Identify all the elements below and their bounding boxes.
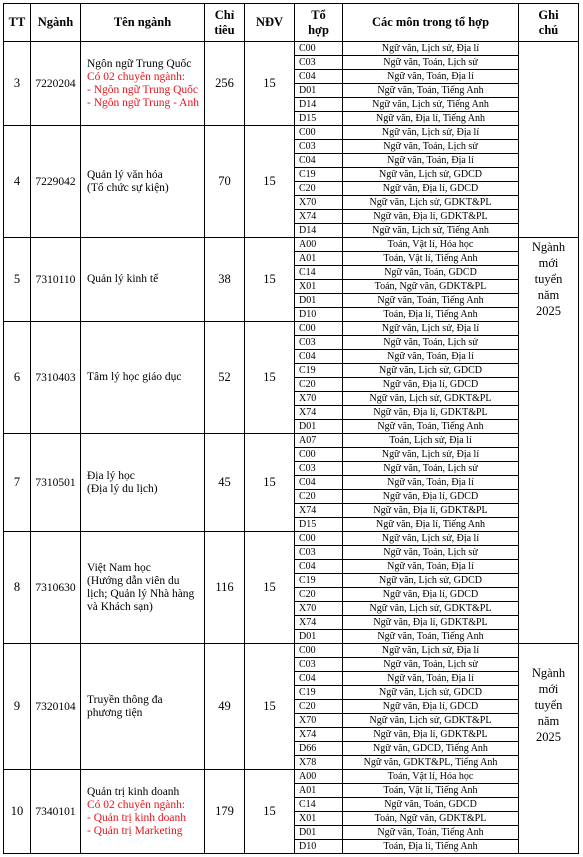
combo-code: C00 [295, 322, 343, 336]
table-row [4, 238, 579, 252]
major-name-line: phương tiện [87, 706, 143, 719]
combo-code: D14 [295, 224, 343, 238]
note-line: Ngành [531, 666, 566, 681]
combo-subjects: Toán, Vật lí, Hóa học [343, 770, 519, 784]
combo-subjects: Ngữ văn, Lịch sử, GDKT&PL [343, 392, 519, 406]
note-line: 2025 [536, 730, 561, 745]
major-code: 7310403 [31, 322, 81, 434]
combo-code: C04 [295, 672, 343, 686]
quota-value: 70 [205, 126, 245, 238]
major-name [81, 770, 205, 854]
major-index: 9 [4, 644, 31, 770]
note-text [519, 665, 578, 745]
combo-subjects: Ngữ văn, Lịch sử, Địa lí [343, 448, 519, 462]
header-ndv: NĐV [245, 4, 295, 42]
combo-code: C20 [295, 700, 343, 714]
combo-subjects: Ngữ văn, Lịch sử, GDKT&PL [343, 714, 519, 728]
combo-code: C04 [295, 560, 343, 574]
major-name [81, 434, 205, 532]
combo-subjects: Ngữ văn, Địa lí, GDKT&PL [343, 210, 519, 224]
major-name-line: và Khách sạn) [87, 600, 153, 613]
header-cac-mon: Các môn trong tổ hợp [343, 4, 519, 42]
header-ghi-chu: Ghi chú [519, 4, 579, 42]
combo-code: A00 [295, 770, 343, 784]
combo-subjects: Ngữ văn, Địa lí, GDCD [343, 588, 519, 602]
major-name-line: Việt Nam học [87, 561, 151, 574]
major-name-line: lịch; Quản lý Nhà hàng [87, 587, 195, 600]
combo-code: C20 [295, 182, 343, 196]
admissions-table [3, 3, 579, 854]
combo-subjects: Ngữ văn, Địa lí, GDKT&PL [343, 504, 519, 518]
combo-code: X74 [295, 406, 343, 420]
header-tt: TT [4, 4, 31, 42]
combo-code: X70 [295, 196, 343, 210]
note-line: Ngành [531, 239, 566, 254]
combo-subjects: Ngữ văn, Lịch sử, GDKT&PL [343, 196, 519, 210]
ndv-value: 15 [245, 42, 295, 126]
header-ten-nganh: Tên ngành [81, 4, 205, 42]
combo-subjects: Toán, Vật lí, Hóa học [343, 238, 519, 252]
combo-code: C00 [295, 644, 343, 658]
combo-code: X74 [295, 728, 343, 742]
combo-subjects: Ngữ văn, Địa lí, GDCD [343, 490, 519, 504]
combo-subjects: Toán, Lịch sử, Địa lí [343, 434, 519, 448]
combo-code: C00 [295, 42, 343, 56]
header-to-hop: Tổ hợp [295, 4, 343, 42]
combo-code: A01 [295, 784, 343, 798]
combo-subjects: Ngữ văn, Toán, Lịch sử [343, 546, 519, 560]
major-name-line: (Tổ chức sự kiện) [87, 181, 169, 194]
combo-subjects: Ngữ văn, Lịch sử, GDCD [343, 168, 519, 182]
combo-code: C00 [295, 532, 343, 546]
combo-subjects: Ngữ văn, Địa lí, GDKT&PL [343, 728, 519, 742]
combo-code: C04 [295, 350, 343, 364]
major-name-line: Có 02 chuyên ngành: [87, 70, 186, 83]
note-cell [519, 238, 579, 644]
quota-value: 116 [205, 532, 245, 644]
table-row [4, 770, 579, 784]
combo-code: D01 [295, 826, 343, 840]
document-page [3, 3, 579, 854]
combo-subjects: Ngữ văn, Lịch sử, Tiếng Anh [343, 224, 519, 238]
combo-code: X74 [295, 210, 343, 224]
combo-code: X78 [295, 756, 343, 770]
combo-subjects: Ngữ văn, Toán, Tiếng Anh [343, 630, 519, 644]
table-row [4, 322, 579, 336]
combo-code: X70 [295, 714, 343, 728]
ndv-value: 15 [245, 126, 295, 238]
table-row [4, 644, 579, 658]
combo-subjects: Ngữ văn, Địa lí, GDKT&PL [343, 406, 519, 420]
combo-subjects: Ngữ văn, Toán, Lịch sử [343, 658, 519, 672]
combo-code: X74 [295, 616, 343, 630]
combo-code: D66 [295, 742, 343, 756]
combo-code: C20 [295, 588, 343, 602]
combo-subjects: Ngữ văn, Toán, Lịch sử [343, 56, 519, 70]
combo-code: C03 [295, 140, 343, 154]
quota-value: 179 [205, 770, 245, 854]
major-name [81, 644, 205, 770]
combo-subjects: Ngữ văn, Lịch sử, GDKT&PL [343, 602, 519, 616]
combo-code: X70 [295, 392, 343, 406]
combo-subjects: Ngữ văn, Toán, Tiếng Anh [343, 84, 519, 98]
major-name-line: Tâm lý học giáo dục [87, 371, 182, 383]
combo-subjects: Ngữ văn, Địa lí, Tiếng Anh [343, 518, 519, 532]
combo-code: D10 [295, 840, 343, 854]
combo-code: D01 [295, 294, 343, 308]
combo-subjects: Ngữ văn, Địa lí, GDCD [343, 700, 519, 714]
combo-subjects: Toán, Vật lí, Tiếng Anh [343, 784, 519, 798]
combo-code: D01 [295, 630, 343, 644]
combo-code: C19 [295, 686, 343, 700]
combo-subjects: Toán, Địa lí, Tiếng Anh [343, 840, 519, 854]
combo-code: D01 [295, 420, 343, 434]
major-name-line: - Quản trị Marketing [87, 824, 183, 837]
combo-subjects: Ngữ văn, Lịch sử, Tiếng Anh [343, 98, 519, 112]
combo-code: C19 [295, 364, 343, 378]
combo-subjects: Ngữ văn, Toán, Lịch sử [343, 140, 519, 154]
major-name-line: Quản lý kinh tế [87, 273, 159, 285]
combo-code: C19 [295, 168, 343, 182]
quota-value: 38 [205, 238, 245, 322]
combo-subjects: Ngữ văn, Lịch sử, GDCD [343, 574, 519, 588]
major-name-line: Truyền thông đa [87, 693, 163, 706]
combo-subjects: Ngữ văn, Toán, Địa lí [343, 476, 519, 490]
combo-code: C00 [295, 448, 343, 462]
combo-subjects: Ngữ văn, GDCD, Tiếng Anh [343, 742, 519, 756]
combo-subjects: Ngữ văn, Toán, Địa lí [343, 70, 519, 84]
combo-code: C03 [295, 56, 343, 70]
header-nganh: Ngành [31, 4, 81, 42]
combo-code: C04 [295, 70, 343, 84]
header-chi-tieu: Chỉ tiêu [205, 4, 245, 42]
ndv-value: 15 [245, 434, 295, 532]
major-name [81, 126, 205, 238]
major-name-line: Quản lý văn hóa [87, 168, 163, 181]
note-line: tuyển [534, 271, 563, 286]
major-name-line: Địa lý học [87, 469, 135, 482]
note-cell [519, 42, 579, 238]
note-cell [519, 644, 579, 854]
combo-subjects: Ngữ văn, Địa lí, GDKT&PL [343, 616, 519, 630]
combo-subjects: Ngữ văn, Toán, Địa lí [343, 672, 519, 686]
combo-code: X70 [295, 602, 343, 616]
combo-subjects: Ngữ văn, Toán, GDCD [343, 798, 519, 812]
major-name-line: Ngôn ngữ Trung Quốc [87, 57, 192, 70]
major-index: 4 [4, 126, 31, 238]
combo-subjects: Toán, Vật lí, Tiếng Anh [343, 252, 519, 266]
combo-subjects: Ngữ văn, Toán, GDCD [343, 266, 519, 280]
major-code: 7340101 [31, 770, 81, 854]
major-index: 5 [4, 238, 31, 322]
ndv-value: 15 [245, 644, 295, 770]
combo-subjects: Ngữ văn, Lịch sử, GDCD [343, 364, 519, 378]
combo-code: X74 [295, 504, 343, 518]
major-index: 8 [4, 532, 31, 644]
ndv-value: 15 [245, 770, 295, 854]
note-line: 2025 [536, 303, 561, 318]
combo-subjects: Toán, Địa lí, Tiếng Anh [343, 308, 519, 322]
combo-subjects: Ngữ văn, Lịch sử, Địa lí [343, 126, 519, 140]
combo-code: C14 [295, 266, 343, 280]
note-line: mới [538, 255, 559, 270]
quota-value: 52 [205, 322, 245, 434]
combo-subjects: Toán, Ngữ văn, GDKT&PL [343, 280, 519, 294]
combo-subjects: Ngữ văn, Địa lí, GDCD [343, 378, 519, 392]
major-index: 6 [4, 322, 31, 434]
combo-code: D01 [295, 84, 343, 98]
major-name [81, 322, 205, 434]
combo-subjects: Ngữ văn, Toán, Tiếng Anh [343, 420, 519, 434]
combo-subjects: Ngữ văn, Lịch sử, GDCD [343, 686, 519, 700]
combo-code: C20 [295, 490, 343, 504]
combo-code: A01 [295, 252, 343, 266]
combo-code: C03 [295, 336, 343, 350]
combo-subjects: Ngữ văn, Toán, Tiếng Anh [343, 294, 519, 308]
combo-code: C04 [295, 476, 343, 490]
major-name-line: Có 02 chuyên ngành: [87, 798, 186, 811]
combo-code: C00 [295, 126, 343, 140]
major-index: 10 [4, 770, 31, 854]
major-name-line: - Quản trị kinh doanh [87, 811, 187, 824]
combo-subjects: Ngữ văn, GDKT&PL, Tiếng Anh [343, 756, 519, 770]
quota-value: 49 [205, 644, 245, 770]
combo-code: C04 [295, 154, 343, 168]
ndv-value: 15 [245, 322, 295, 434]
note-line: mới [538, 682, 559, 697]
combo-code: D15 [295, 518, 343, 532]
combo-subjects: Ngữ văn, Lịch sử, Địa lí [343, 42, 519, 56]
combo-code: C03 [295, 658, 343, 672]
combo-subjects: Ngữ văn, Lịch sử, Địa lí [343, 322, 519, 336]
combo-subjects: Ngữ văn, Địa lí, Tiếng Anh [343, 112, 519, 126]
major-name [81, 532, 205, 644]
major-code: 7310110 [31, 238, 81, 322]
combo-subjects: Ngữ văn, Lịch sử, Địa lí [343, 532, 519, 546]
major-name-line: - Ngôn ngữ Trung - Anh [87, 96, 199, 109]
combo-subjects: Ngữ văn, Toán, Địa lí [343, 560, 519, 574]
note-text [519, 239, 578, 319]
combo-subjects: Ngữ văn, Lịch sử, Địa lí [343, 644, 519, 658]
major-name [81, 42, 205, 126]
combo-subjects: Ngữ văn, Toán, Địa lí [343, 350, 519, 364]
note-line: năm [537, 714, 560, 729]
combo-subjects: Ngữ văn, Toán, Tiếng Anh [343, 826, 519, 840]
quota-value: 45 [205, 434, 245, 532]
combo-code: A07 [295, 434, 343, 448]
table-row [4, 126, 579, 140]
combo-code: C20 [295, 378, 343, 392]
major-code: 7229042 [31, 126, 81, 238]
combo-code: D10 [295, 308, 343, 322]
major-name-line: Quản trị kinh doanh [87, 785, 180, 798]
note-line: tuyển [534, 698, 563, 713]
combo-subjects: Ngữ văn, Địa lí, GDCD [343, 182, 519, 196]
table-row [4, 434, 579, 448]
major-code: 7310501 [31, 434, 81, 532]
combo-code: C19 [295, 574, 343, 588]
ndv-value: 15 [245, 532, 295, 644]
combo-code: X01 [295, 812, 343, 826]
major-index: 7 [4, 434, 31, 532]
combo-subjects: Ngữ văn, Toán, Địa lí [343, 154, 519, 168]
major-code: 7220204 [31, 42, 81, 126]
combo-code: X01 [295, 280, 343, 294]
major-name [81, 238, 205, 322]
combo-code: D15 [295, 112, 343, 126]
combo-code: C14 [295, 798, 343, 812]
ndv-value: 15 [245, 238, 295, 322]
major-name-line: (Địa lý du lịch) [87, 482, 158, 495]
major-code: 7320104 [31, 644, 81, 770]
quota-value: 256 [205, 42, 245, 126]
header-row [4, 4, 579, 42]
combo-code: C03 [295, 546, 343, 560]
combo-subjects: Ngữ văn, Toán, Lịch sử [343, 336, 519, 350]
combo-subjects: Ngữ văn, Toán, Lịch sử [343, 462, 519, 476]
note-line: năm [537, 287, 560, 302]
table-row [4, 42, 579, 56]
table-row [4, 532, 579, 546]
major-code: 7310630 [31, 532, 81, 644]
table-body [4, 42, 579, 854]
combo-subjects: Toán, Ngữ văn, GDKT&PL [343, 812, 519, 826]
combo-code: C03 [295, 462, 343, 476]
major-index: 3 [4, 42, 31, 126]
major-name-line: (Hướng dẫn viên du [87, 574, 180, 587]
major-name-line: - Ngôn ngữ Trung Quốc [87, 83, 199, 96]
combo-code: A00 [295, 238, 343, 252]
combo-code: D14 [295, 98, 343, 112]
